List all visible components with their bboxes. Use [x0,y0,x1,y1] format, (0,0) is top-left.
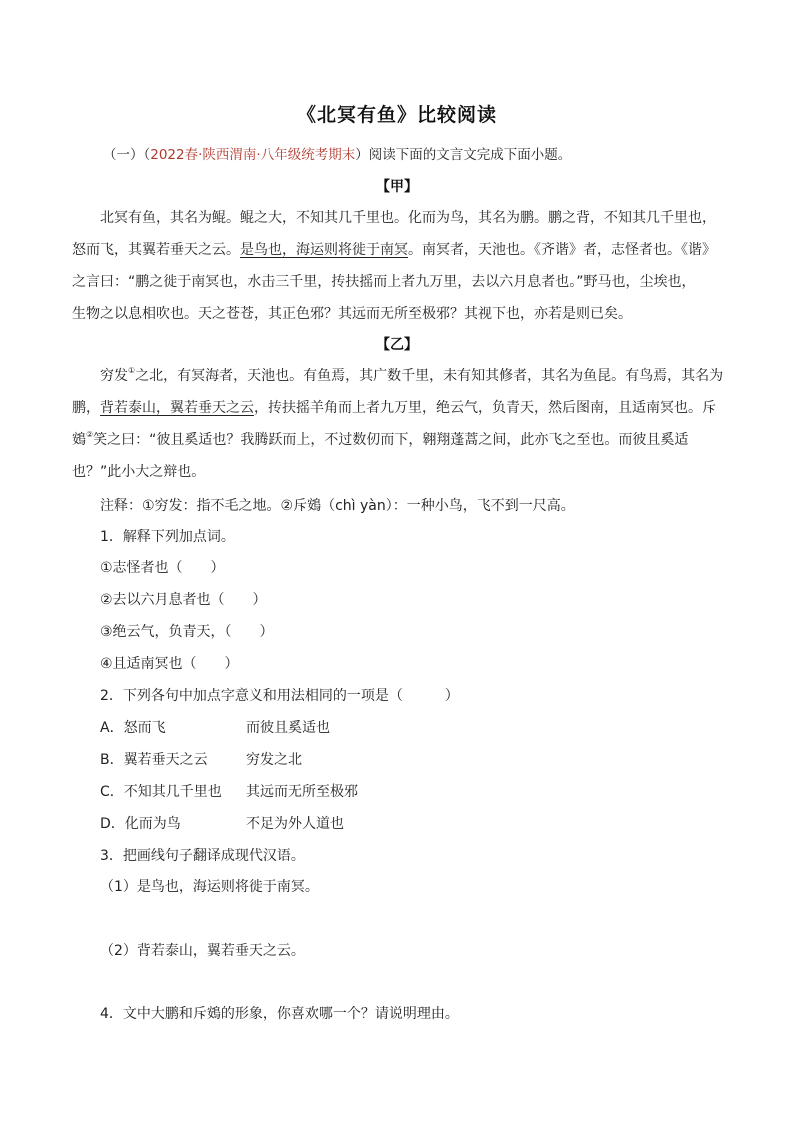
source-origin: 2022春·陕西渭南·八年级统考期末 [150,147,356,163]
passage-line [72,360,722,392]
passage-line: 也？”此小大之辩也。 [72,464,206,480]
passage-line: 北冥有鱼，其名为鲲。鲲之大，不知其几千里也。化而为鸟，其名为鹏。鹏之背，不知其几千里也， [100,210,716,226]
option-a[interactable] [100,717,330,737]
passage-line [72,234,722,266]
underlined-sentence-1: 是鸟也，海运则将徙于南冥 [240,242,408,258]
option-b[interactable] [100,749,302,769]
question-1-item: ①志怪者也（ ） [100,560,225,576]
source-prefix: （一）（ [103,147,151,163]
option-b-right: 穷发之北 [246,752,302,768]
question-3-sentence-1: （1）是鸟也，海运则将徙于南冥。 [100,879,319,895]
option-d-right: 不足为外人道也 [246,816,344,832]
passage-text: 鴳 [72,432,86,448]
question-1-stem: 1．解释下列加点词。 [100,529,235,545]
question-2-stem: 2．下列各句中加点字意义和用法相同的一项是（ ） [100,688,459,704]
option-a-right: 而彼且奚适也 [246,720,330,736]
footnote-mark-2: ② [86,430,94,439]
passage-line [72,424,722,456]
footnote-mark-1: ① [128,366,136,375]
question-3-stem: 3．把画线句子翻译成现代汉语。 [100,848,305,864]
option-a-left: A．怒而飞 [100,720,166,736]
passage-yi [72,360,722,488]
question-3-sentence-2: （2）背若泰山，翼若垂天之云。 [100,943,305,959]
annotation-note: 注释：①穷发：指不毛之地。②斥鴳（chì yàn）：一种小鸟，飞不到一尺高。 [100,498,575,514]
question-1-item: ②去以六月息者也（ ） [100,592,267,608]
passage-jia [72,202,722,330]
passage-text: 怒而飞，其翼若垂天之云。 [72,242,240,258]
passage-text: 鹏， [72,400,100,416]
underlined-sentence-2: 背若泰山，翼若垂天之云 [100,400,254,416]
passage-text: ，抟扶摇羊角而上者九万里，绝云气，负青天，然后图南，且适南冥也。斥 [254,400,716,416]
page-title: 《北冥有鱼》比较阅读 [296,104,497,126]
heading-yi: 【乙】 [376,337,418,353]
option-c[interactable] [100,781,358,801]
heading-jia: 【甲】 [376,179,418,195]
passage-line: 生物之以息相吹也。天之苍苍，其正色邪？其远而无所至极邪？其视下也，亦若是则已矣。 [72,306,632,322]
option-d[interactable] [100,813,344,833]
question-1-item: ③绝云气，负青天，（ ） [100,624,274,640]
passage-text: 。南冥者，天池也。《齐谐》者，志怪者也。《谐》 [408,242,716,258]
passage-text: 穷发 [100,368,128,384]
option-c-left: C．不知其几千里也 [100,784,222,800]
option-d-left: D．化而为鸟 [100,816,181,832]
source-suffix: ）阅读下面的文言文完成下面小题。 [355,147,572,163]
passage-line [72,392,722,424]
passage-text: 之北，有冥海者，天池也。有鱼焉，其广数千里，未有知其修者，其名为鱼昆。有鸟焉，其名为 [135,368,724,384]
question-4-stem: 4．文中大鹏和斥鴳的形象，你喜欢哪一个？请说明理由。 [100,1006,459,1022]
passage-line: 之言曰：“鹏之徙于南冥也，水击三千里，抟扶摇而上者九万里，去以六月息者也。”野马也，尘埃也， [72,274,696,290]
question-1-item: ④且适南冥也（ ） [100,656,239,672]
passage-text: 笑之曰：“彼且奚适也？我腾跃而上，不过数仞而下，翱翔蓬蒿之间，此亦飞之至也。而彼且奚适 [93,432,689,448]
option-c-right: 其远而无所至极邪 [246,784,358,800]
option-b-left: B．翼若垂天之云 [100,752,208,768]
question-source [103,143,571,163]
